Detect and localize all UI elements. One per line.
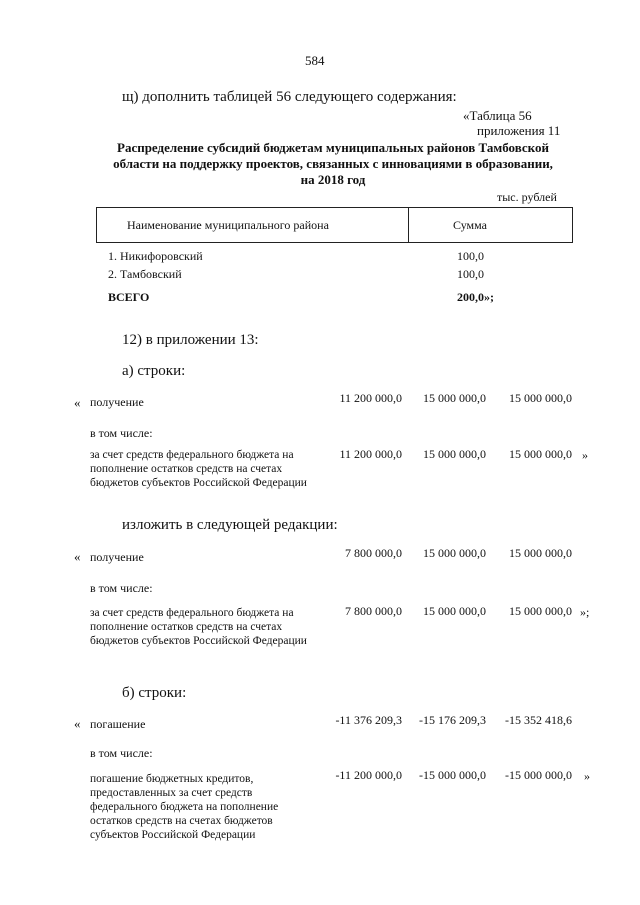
value-2019: 15 000 000,0 bbox=[423, 447, 486, 461]
value-2019: -15 176 209,3 bbox=[419, 713, 486, 727]
table-row-1-name: 1. Никифоровский bbox=[108, 249, 203, 263]
column-header-amount: Сумма bbox=[453, 218, 487, 232]
heading-line-2: области на поддержку проектов, связанных с инновациями в образовании, bbox=[113, 156, 553, 171]
table-ref-line-2: приложения 11 bbox=[477, 123, 561, 138]
close-quote: » bbox=[584, 769, 590, 783]
value-2019: -15 000 000,0 bbox=[419, 768, 486, 782]
page-number: 584 bbox=[305, 53, 325, 68]
value-2020: 15 000 000,0 bbox=[509, 546, 572, 560]
part-a-heading: а) строки: bbox=[122, 363, 186, 379]
open-quote: « bbox=[74, 549, 81, 564]
close-quote: »; bbox=[580, 605, 590, 619]
value-2020: 15 000 000,0 bbox=[509, 604, 572, 618]
value-2020: -15 000 000,0 bbox=[505, 768, 572, 782]
row-label-receipt: получение bbox=[90, 550, 144, 564]
row-label-including: в том числе: bbox=[90, 746, 153, 760]
table-total-amount: 200,0»; bbox=[457, 290, 494, 304]
row-label-federal-funds: за счет средств федерального бюджета на пополнение остатков средств на счетах бюджетов субъектов Российской Федерации bbox=[90, 607, 307, 647]
table-row-2-amount: 100,0 bbox=[457, 267, 484, 281]
value-2018: -11 376 209,3 bbox=[335, 713, 402, 727]
row-label-including: в том числе: bbox=[90, 426, 153, 440]
value-2018: 7 800 000,0 bbox=[345, 604, 402, 618]
row-label-receipt: получение bbox=[90, 395, 144, 409]
restate-heading: изложить в следующей редакции: bbox=[122, 517, 338, 533]
close-quote: » bbox=[582, 448, 588, 462]
value-2020: 15 000 000,0 bbox=[509, 447, 572, 461]
value-2020: 15 000 000,0 bbox=[509, 391, 572, 405]
table-total-label: ВСЕГО bbox=[108, 290, 150, 304]
table-ref-line-1: «Таблица 56 bbox=[463, 108, 532, 123]
row-label-including: в том числе: bbox=[90, 581, 153, 595]
column-divider bbox=[408, 208, 409, 242]
value-2020: -15 352 418,6 bbox=[505, 713, 572, 727]
column-header-district: Наименование муниципального района bbox=[127, 218, 329, 232]
row-label-federal-funds: за счет средств федерального бюджета на пополнение остатков средств на счетах бюджетов субъектов Российской Федерации bbox=[90, 449, 307, 489]
table-row-1-amount: 100,0 bbox=[457, 249, 484, 263]
value-2018: 7 800 000,0 bbox=[345, 546, 402, 560]
open-quote: « bbox=[74, 716, 81, 731]
section-12-heading: 12) в приложении 13: bbox=[122, 332, 259, 348]
value-2019: 15 000 000,0 bbox=[423, 604, 486, 618]
value-2018: -11 200 000,0 bbox=[335, 768, 402, 782]
value-2019: 15 000 000,0 bbox=[423, 391, 486, 405]
row-label-budget-credits: погашение бюджетных кредитов, предоставленных за счет средств федерального бюджета на пополнение остатков средств на счетах бюджетов субъектов Российской Федерации bbox=[90, 773, 279, 841]
heading-line-1: Распределение субсидий бюджетам муниципальных районов Тамбовской bbox=[117, 140, 549, 155]
open-quote: « bbox=[74, 395, 81, 410]
part-b-heading: б) строки: bbox=[122, 685, 187, 701]
heading-line-3: на 2018 год bbox=[300, 172, 366, 187]
value-2018: 11 200 000,0 bbox=[339, 447, 402, 461]
value-2018: 11 200 000,0 bbox=[339, 391, 402, 405]
row-label-repayment: погашение bbox=[90, 717, 146, 731]
table-header bbox=[96, 207, 573, 243]
table-row-2-name: 2. Тамбовский bbox=[108, 267, 182, 281]
units-label: тыс. рублей bbox=[497, 190, 557, 204]
value-2019: 15 000 000,0 bbox=[423, 546, 486, 560]
intro-line: щ) дополнить таблицей 56 следующего содержания: bbox=[122, 89, 457, 105]
